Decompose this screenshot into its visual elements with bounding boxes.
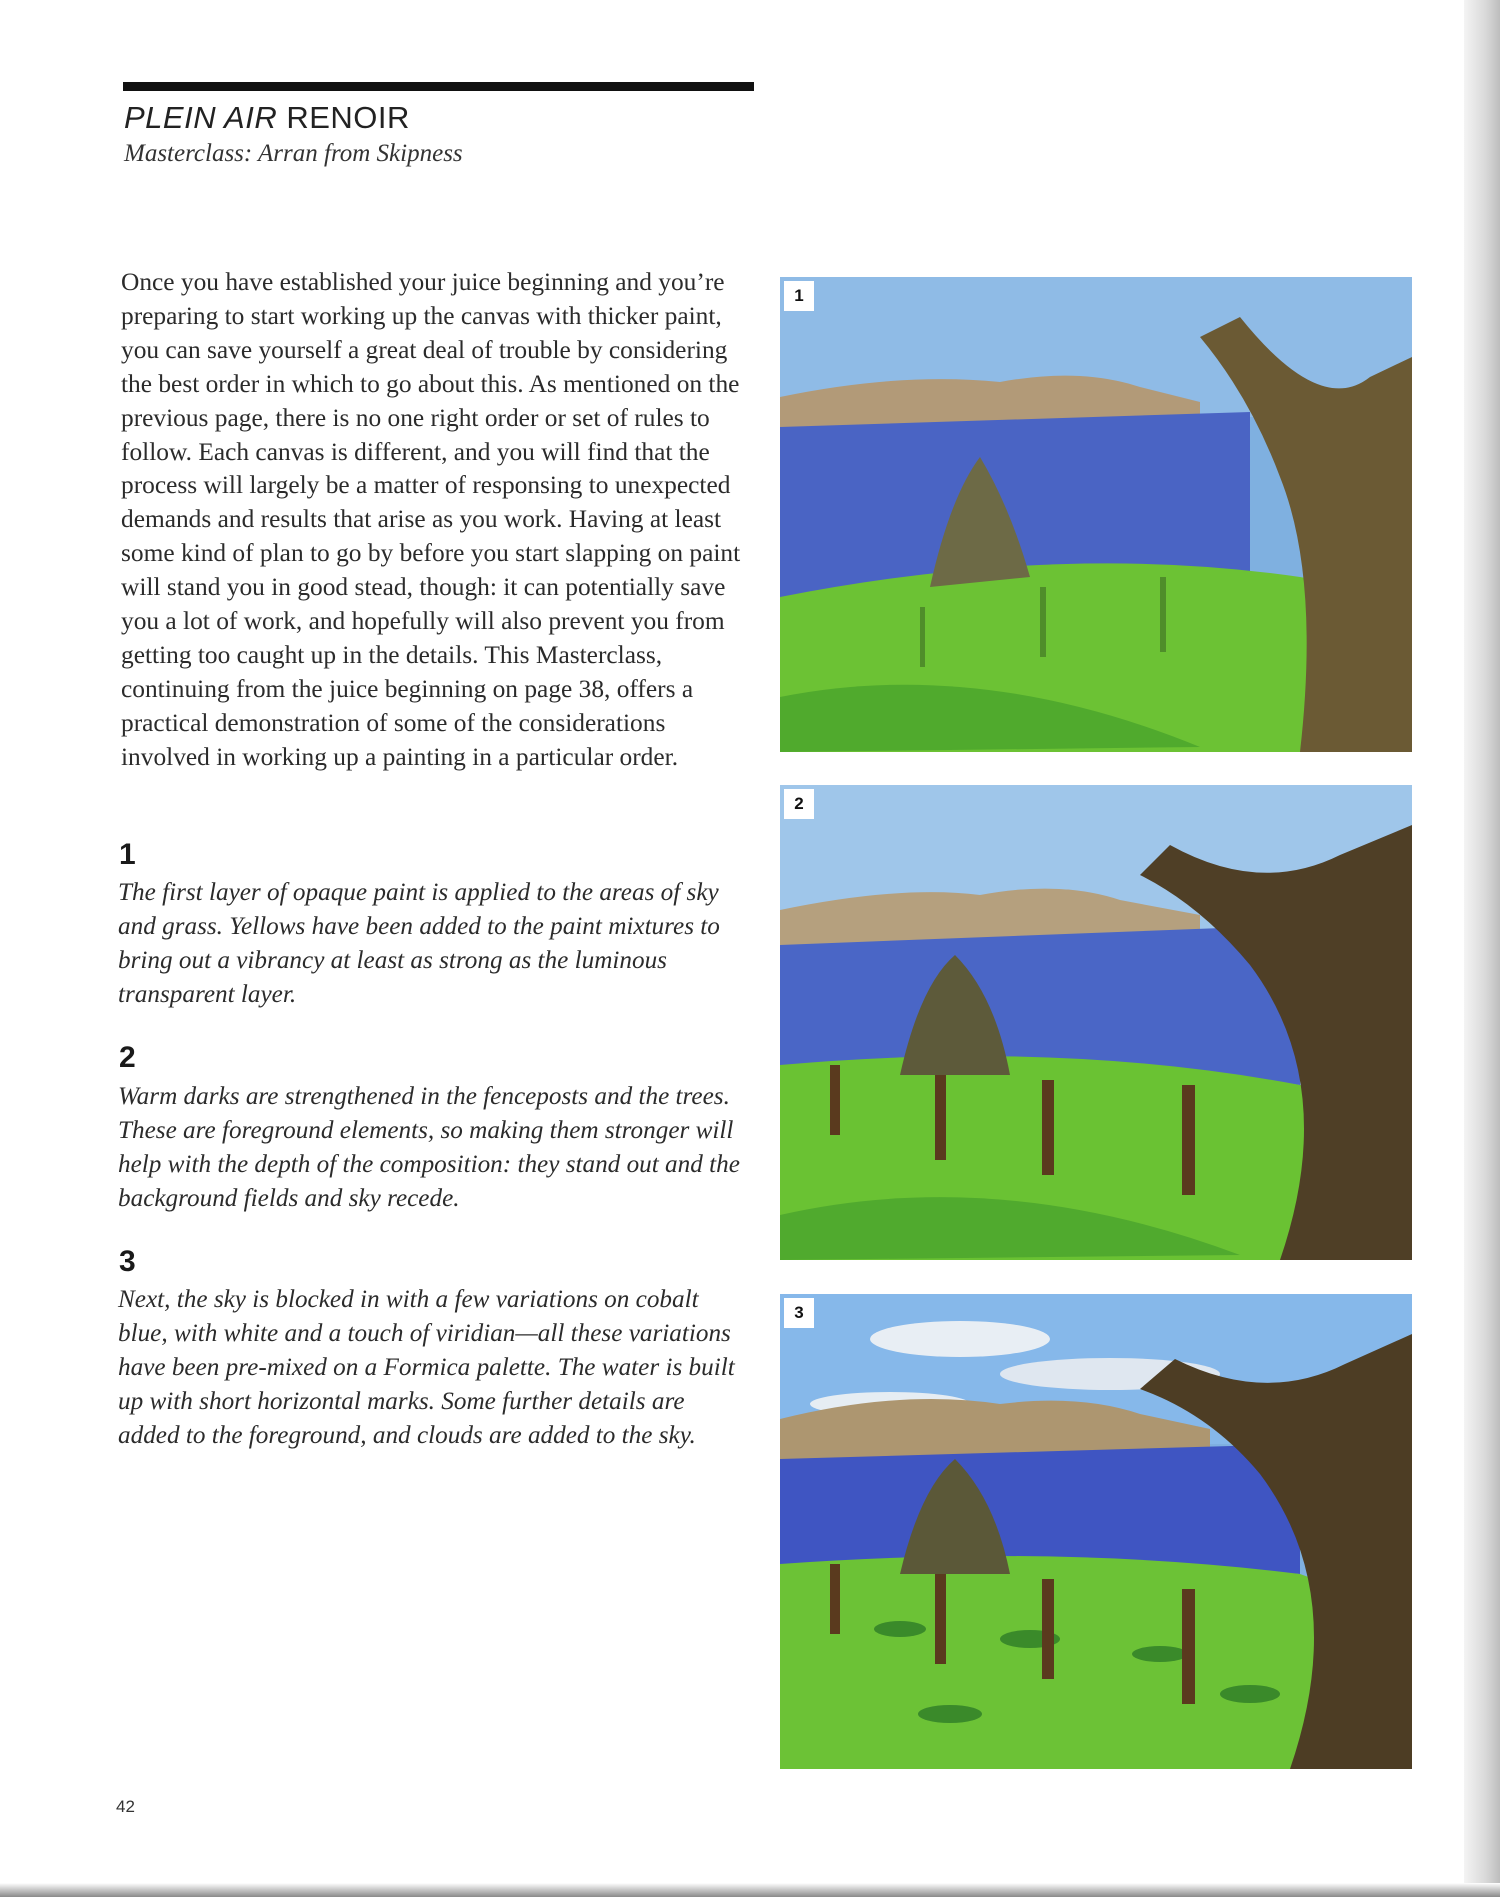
painting-step-1 [780,277,1412,752]
painting-1-image [780,277,1412,752]
page-gutter-shadow [1464,0,1500,1897]
painting-step-2 [780,785,1412,1260]
header-rule [123,82,754,91]
intro-paragraph: Once you have established your juice beginning and you’re preparing to start working up the canvas with thicker paint, you can save yourself a great deal of trouble by considering the best order in which to go about this. As mentioned on the previous page, there is no one right order or set of rules to follow. Each canvas is different, and you will find that the process will largely be a matter of responsing to unexpected demands and results that arise as you work. Having at least some kind of plan to go by before you start slapping on paint will stand you in good stead, though: it can potentially save you a lot of work, and hopefully will also prevent you from getting too caught up in the details. This Masterclass, continuing from the juice beginning on page 38, offers a practical demonstration of some of the considerations involved in working up a painting in a particular order. [121,268,741,771]
painting-1-label: 1 [784,281,814,311]
title-rest: RENOIR [277,100,410,135]
page-bottom-edge [0,1883,1500,1897]
step-2-text: Warm darks are strengthened in the fenceposts and the trees. These are foreground elements, so making them stronger will help with the depth of the composition: they stand out and the background fields and sky recede. [118,1083,740,1212]
page-number: 42 [116,1797,135,1816]
page-subtitle: Masterclass: Arran from Skipness [124,140,463,167]
painting-2-label: 2 [784,789,814,819]
painting-3-label: 3 [784,1298,814,1328]
step-3-text: Next, the sky is blocked in with a few variations on cobalt blue, with white and a touch of viridian—all these variations have been pre-mixed on a Formica palette. The water is built up with short horizontal marks. Some further details are added to the foreground, and clouds are added to the sky. [118,1286,735,1449]
step-1-text: The first layer of opaque paint is applied to the areas of sky and grass. Yellows have been added to the paint mixtures to bring out a vibrancy at least as strong as the luminous transparent layer. [118,879,720,1008]
step-2-number: 2 [119,1041,136,1074]
painting-step-3 [780,1294,1412,1769]
step-3-number: 3 [119,1245,136,1278]
title-italic: PLEIN AIR [124,100,278,135]
painting-2-image [780,785,1412,1260]
painting-3-image [780,1294,1412,1769]
page-title [124,100,410,136]
step-1-number: 1 [119,838,136,871]
